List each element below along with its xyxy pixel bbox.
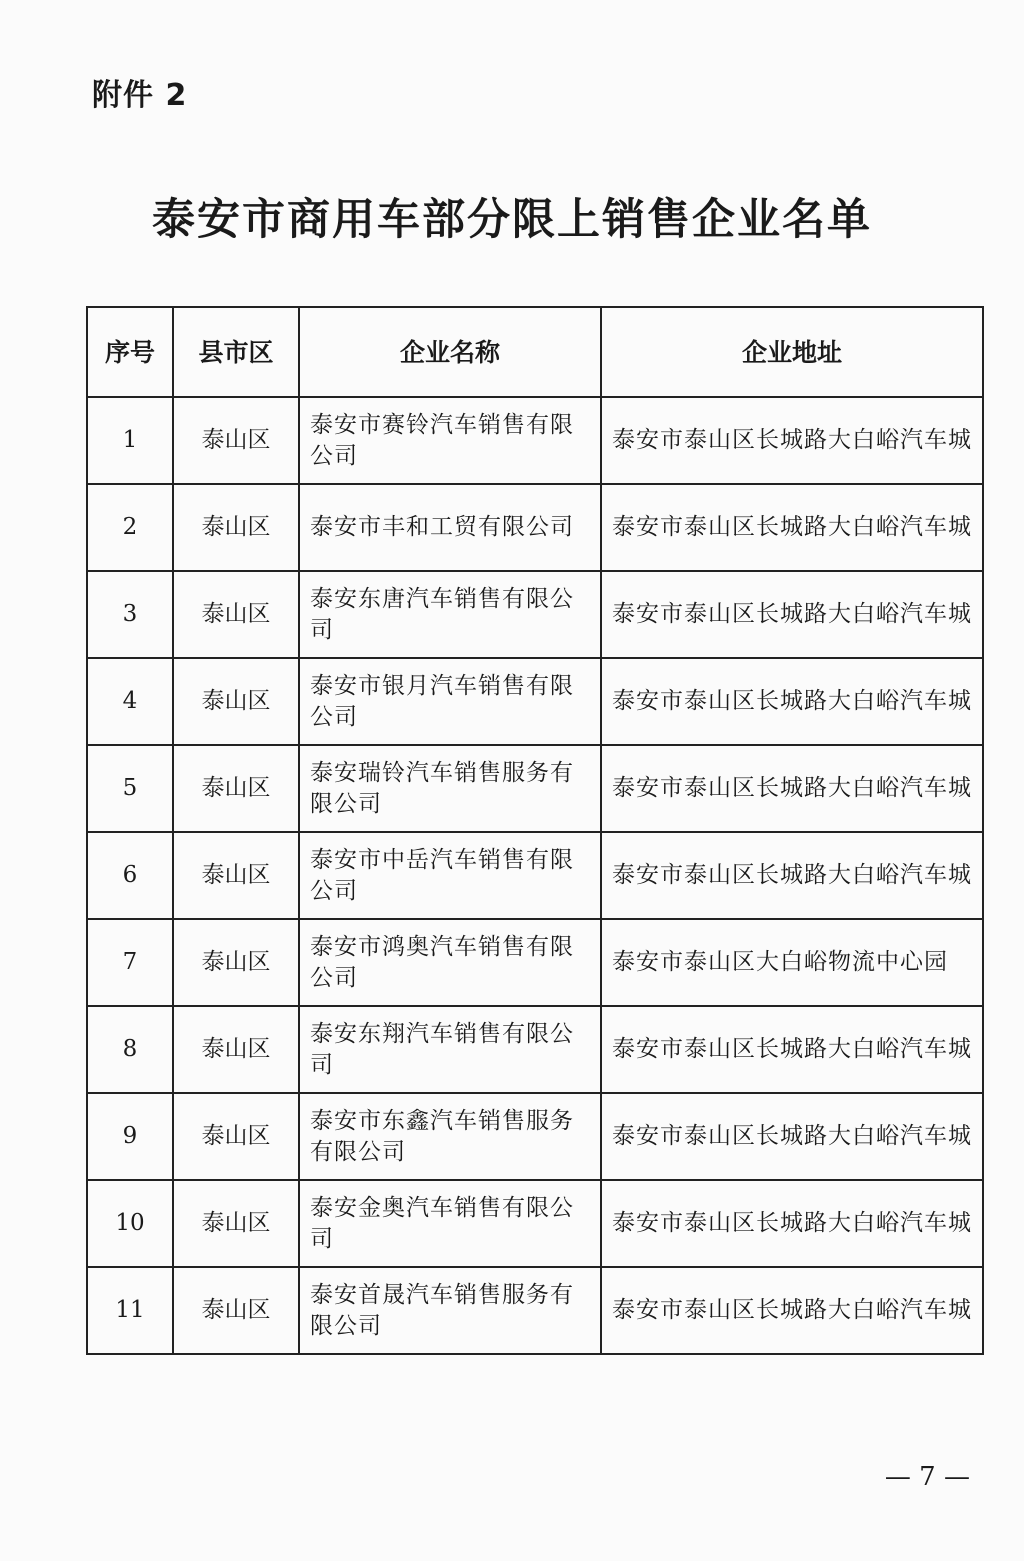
column-header-district: 县市区	[173, 307, 299, 397]
row-index: 6	[87, 832, 173, 919]
row-enterprise-address: 泰安市泰山区长城路大白峪汽车城	[601, 397, 983, 484]
table-row	[87, 397, 983, 484]
document-title: 泰安市商用车部分限上销售企业名单	[152, 195, 872, 245]
row-index: 10	[87, 1180, 173, 1267]
enterprise-table	[86, 306, 984, 1355]
row-enterprise-address: 泰安市泰山区长城路大白峪汽车城	[601, 1006, 983, 1093]
row-index: 11	[87, 1267, 173, 1354]
row-enterprise-name: 泰安瑞铃汽车销售服务有限公司	[299, 745, 601, 832]
row-index: 3	[87, 571, 173, 658]
row-enterprise-name: 泰安金奥汽车销售有限公司	[299, 1180, 601, 1267]
row-enterprise-address: 泰安市泰山区长城路大白峪汽车城	[601, 745, 983, 832]
row-enterprise-address: 泰安市泰山区长城路大白峪汽车城	[601, 1267, 983, 1354]
row-index: 5	[87, 745, 173, 832]
row-district: 泰山区	[173, 919, 299, 1006]
table-row	[87, 832, 983, 919]
row-district: 泰山区	[173, 484, 299, 571]
table-row	[87, 919, 983, 1006]
row-enterprise-name: 泰安首晟汽车销售服务有限公司	[299, 1267, 601, 1354]
row-district: 泰山区	[173, 745, 299, 832]
row-enterprise-address: 泰安市泰山区长城路大白峪汽车城	[601, 658, 983, 745]
row-district: 泰山区	[173, 571, 299, 658]
attachment-label: 附件 2	[92, 78, 188, 113]
row-enterprise-name: 泰安市丰和工贸有限公司	[299, 484, 601, 571]
row-district: 泰山区	[173, 1006, 299, 1093]
table-row	[87, 1180, 983, 1267]
column-header-name: 企业名称	[299, 307, 601, 397]
row-district: 泰山区	[173, 658, 299, 745]
row-enterprise-name: 泰安市赛铃汽车销售有限公司	[299, 397, 601, 484]
page-number: — 7 —	[884, 1462, 970, 1492]
row-index: 9	[87, 1093, 173, 1180]
row-district: 泰山区	[173, 832, 299, 919]
row-enterprise-name: 泰安市东鑫汽车销售服务有限公司	[299, 1093, 601, 1180]
table-row	[87, 1267, 983, 1354]
column-header-index: 序号	[87, 307, 173, 397]
row-enterprise-name: 泰安东翔汽车销售有限公司	[299, 1006, 601, 1093]
table-header-row	[87, 307, 983, 397]
column-header-address: 企业地址	[601, 307, 983, 397]
row-enterprise-address: 泰安市泰山区大白峪物流中心园	[601, 919, 983, 1006]
table-row	[87, 484, 983, 571]
table-row	[87, 745, 983, 832]
row-district: 泰山区	[173, 1093, 299, 1180]
table-row	[87, 658, 983, 745]
row-index: 1	[87, 397, 173, 484]
row-enterprise-name: 泰安市银月汽车销售有限公司	[299, 658, 601, 745]
row-index: 8	[87, 1006, 173, 1093]
row-enterprise-name: 泰安市中岳汽车销售有限公司	[299, 832, 601, 919]
table-row	[87, 571, 983, 658]
table-row	[87, 1093, 983, 1180]
row-district: 泰山区	[173, 1267, 299, 1354]
row-enterprise-address: 泰安市泰山区长城路大白峪汽车城	[601, 1180, 983, 1267]
row-enterprise-address: 泰安市泰山区长城路大白峪汽车城	[601, 1093, 983, 1180]
row-enterprise-address: 泰安市泰山区长城路大白峪汽车城	[601, 571, 983, 658]
row-enterprise-address: 泰安市泰山区长城路大白峪汽车城	[601, 484, 983, 571]
table-row	[87, 1006, 983, 1093]
row-index: 2	[87, 484, 173, 571]
row-enterprise-name: 泰安市鸿奥汽车销售有限公司	[299, 919, 601, 1006]
row-index: 7	[87, 919, 173, 1006]
row-district: 泰山区	[173, 397, 299, 484]
row-enterprise-name: 泰安东唐汽车销售有限公司	[299, 571, 601, 658]
row-index: 4	[87, 658, 173, 745]
row-district: 泰山区	[173, 1180, 299, 1267]
row-enterprise-address: 泰安市泰山区长城路大白峪汽车城	[601, 832, 983, 919]
